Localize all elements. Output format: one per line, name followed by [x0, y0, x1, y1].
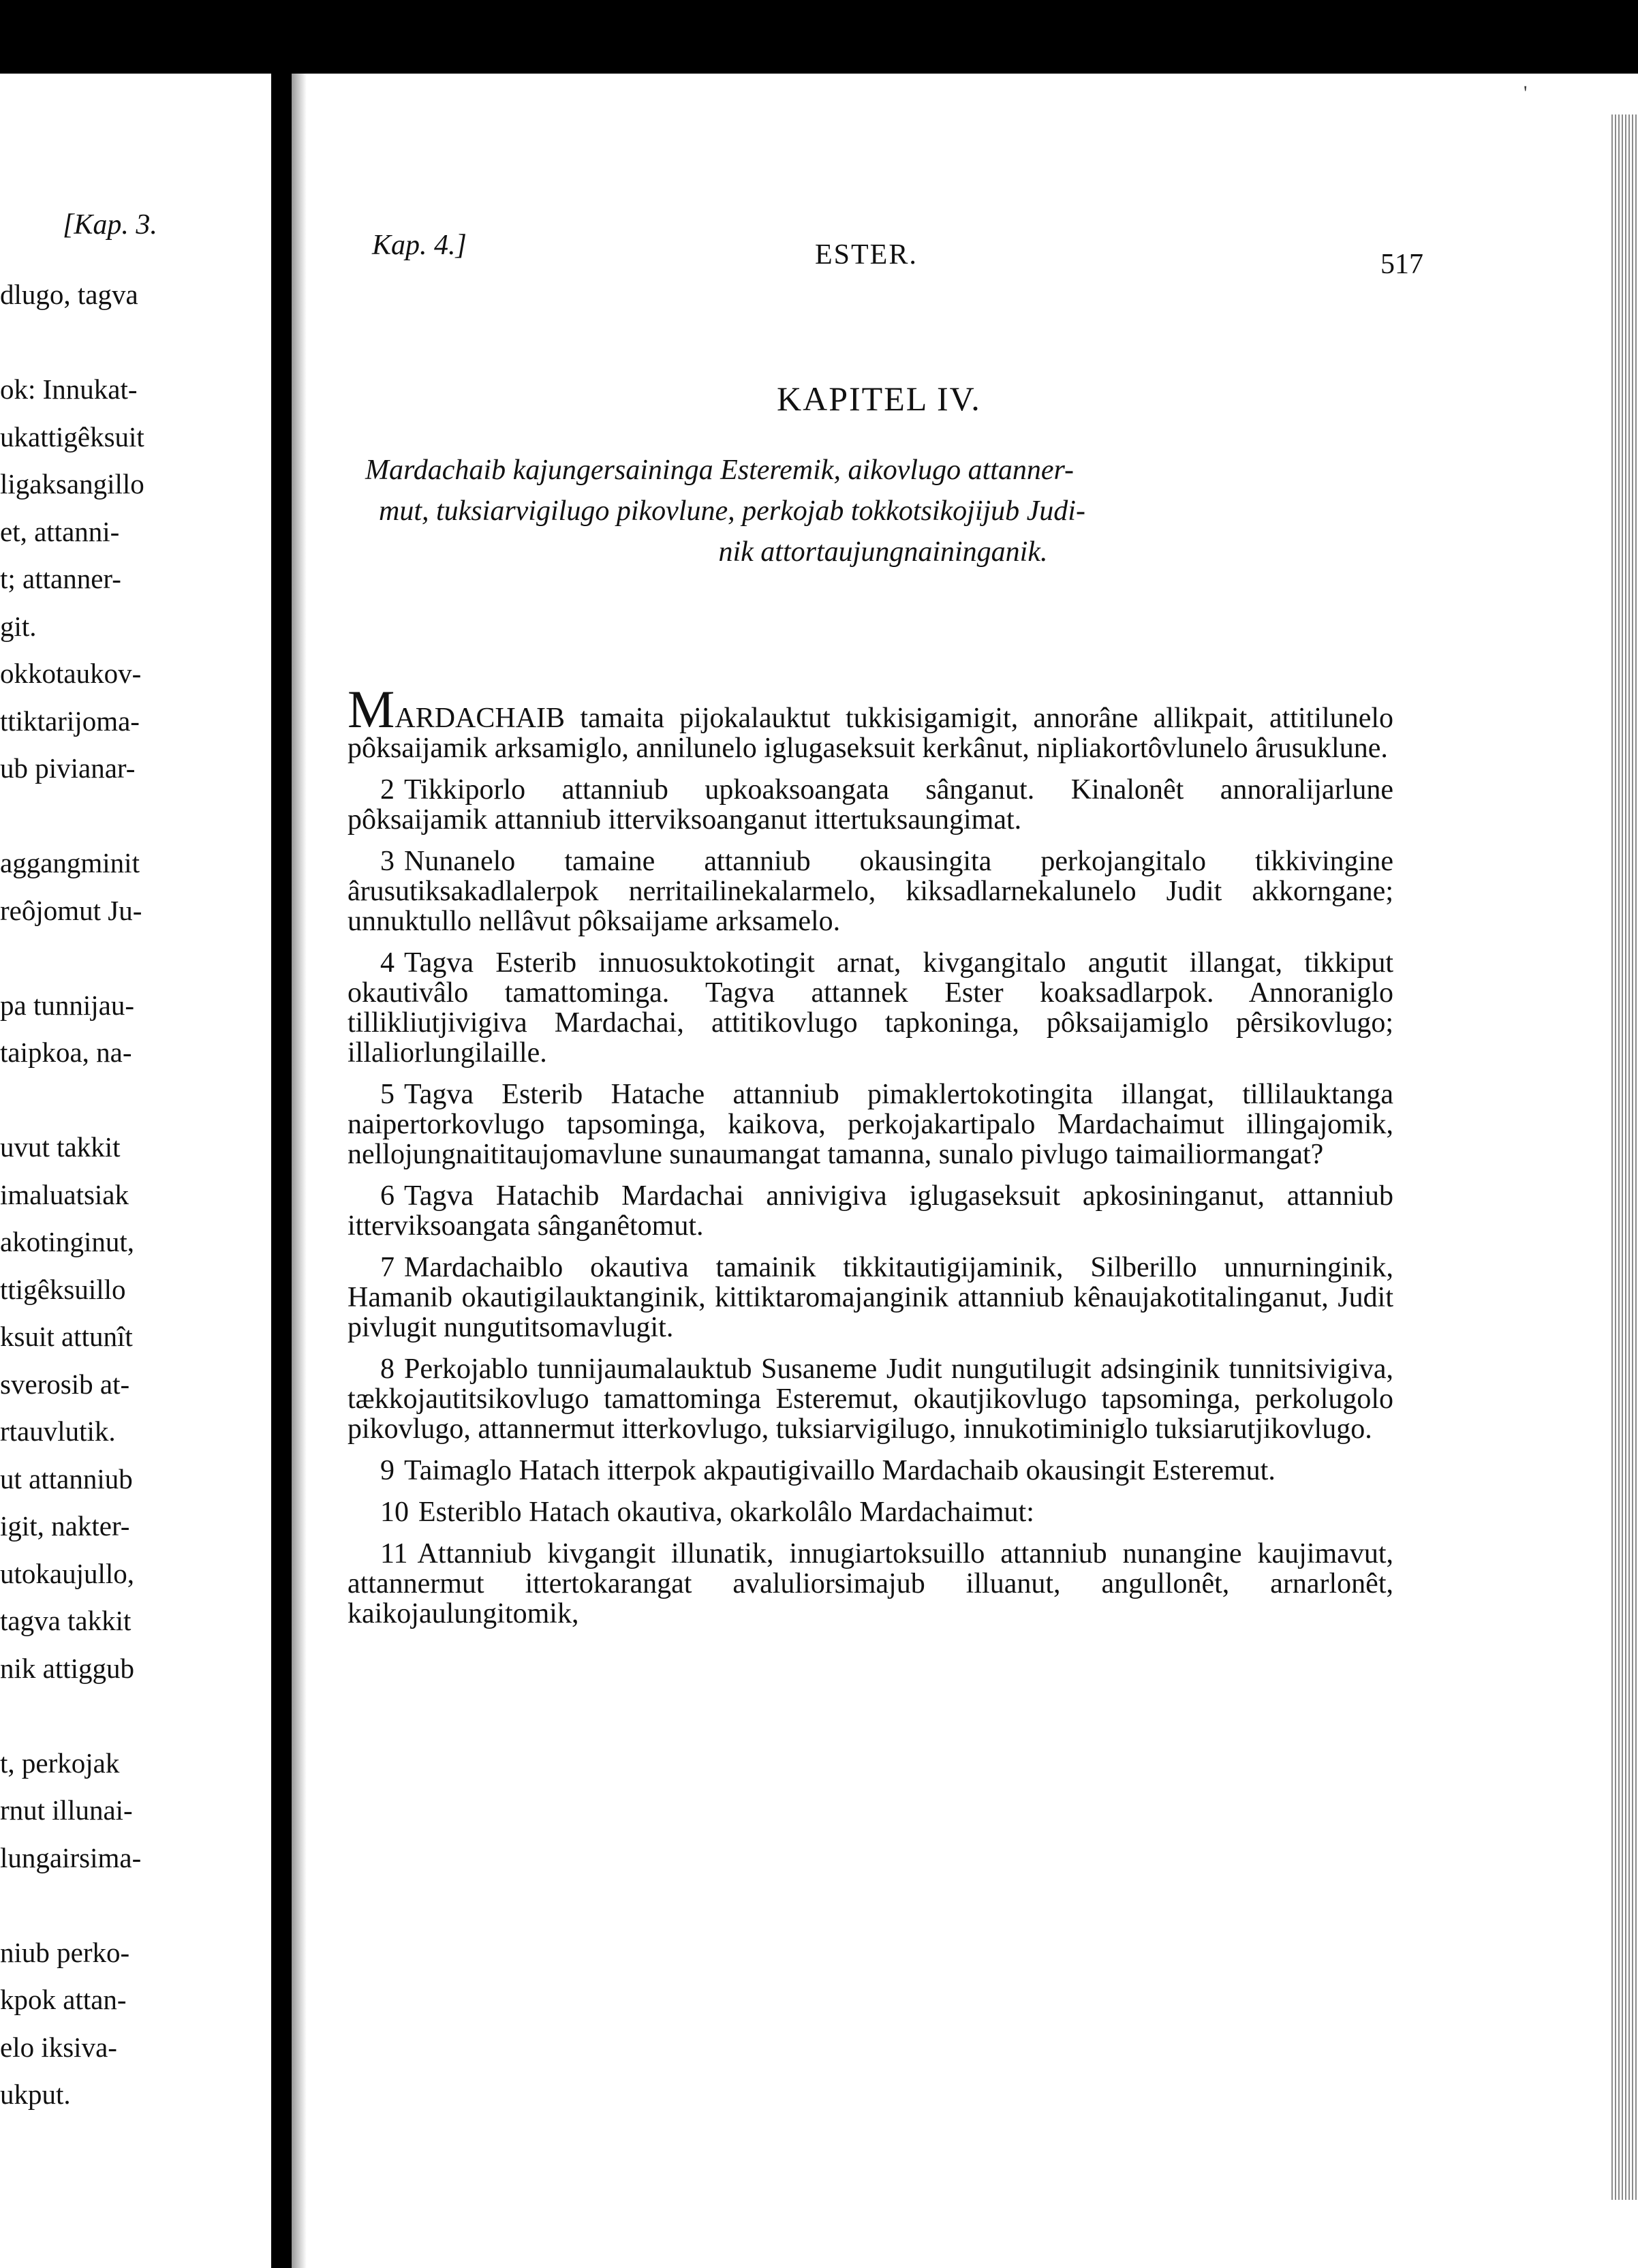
left-page-line: pa tunnijau- [0, 989, 134, 1021]
verse-text: Tikkiporlo attanniub upkoaksoangata sânganut. Kinalonêt annoralijarlune pôksaijamik attanniub itterviksoanganut ittertuksaungimat. [347, 774, 1393, 836]
left-page-line: dlugo, tagva [0, 279, 138, 310]
verse-1-text: tamaita pijokalauktut tukkisigamigit, annorâne allikpait, attitilunelo pôksaijamik arksamiglo, annilunelo iglugaseksuit kerkânut, nipliakortôvlunelo ârusuklune. [347, 703, 1394, 764]
verse-4 [347, 948, 1393, 1068]
verse-number: 3 [380, 846, 395, 877]
left-page-line: ukattigêksuit [0, 420, 144, 453]
verse-text: Esteriblo Hatach okautiva, okarkolâlo Mardachaimut: [418, 1497, 1034, 1528]
verse-number: 9 [380, 1455, 395, 1486]
summary-line-2: mut, tuksiarvigilugo pikovlune, perkojab tokkotsikojijub Judi- [379, 495, 1085, 527]
left-page-line: ut attanniub [0, 1462, 133, 1495]
verse-number: 2 [380, 774, 395, 806]
left-page-line: reôjomut Ju- [0, 894, 142, 926]
verse-9 [347, 1456, 1393, 1486]
verse-text: Tagva Esterib innuosuktokotingit arnat, kivgangitalo angutit illangat, tikkiput okautivâlo tamattominga. Tagva attannek Ester koaksadlarpok. Annoraniglo tillikliutjivigiva Mardachai, attitikovlugo tapkoninga, pôksaijamiglo pêrsikovlugo; illaliorlungilaille. [347, 947, 1393, 1069]
verse-text: Tagva Hatachib Mardachai annivigiva iglugaseksuit apkosininganut, attanniub itterviksoangata sânganêtomut. [347, 1180, 1393, 1242]
left-page-line: ok: Innukat- [0, 373, 138, 405]
verse-text: Nunanelo tamaine attanniub okausingita perkojangitalo tikkivingine ârusutiksakadlalerpok nerritailinekalarmelo, kiksadlarnekalunelo Judit akkorngane; unnuktullo nellâvut pôksaijame arksamelo. [347, 846, 1393, 937]
summary-line-1: Mardachaib kajungersaininga Esteremik, aikovlugo attanner- [365, 455, 1075, 486]
gutter-shadow [292, 74, 307, 2268]
drop-cap: M [347, 679, 395, 739]
left-page-line: akotinginut, [0, 1226, 135, 1257]
verse-text: Tagva Esterib Hatache attanniub pimaklertokotingita illangat, tillilauktanga naipertorkovlugo tapsominga, kaikova, perkojakartipalo Mardachaimut illingajomik, nellojungnaititaujomavlune sunaumangat tamanna, sunalo pivlugo taimailiormangat? [347, 1079, 1393, 1170]
verse-1 [347, 679, 1394, 764]
left-page-line: lungairsima- [0, 1841, 142, 1873]
left-page-line: ligaksangillo [0, 468, 144, 500]
left-page-line: imaluatsiak [0, 1178, 129, 1210]
left-page-line: tagva takkit [0, 1605, 132, 1636]
left-page-line: kpok attan- [0, 1984, 127, 2015]
verse-7 [347, 1253, 1393, 1343]
left-page-line: nik attiggub [0, 1652, 135, 1684]
verse-number: 6 [380, 1180, 395, 1212]
left-page-line: niub perko- [0, 1936, 130, 1968]
left-page-line: ksuit attunît [0, 1321, 133, 1352]
running-header-title: ESTER. [815, 239, 918, 271]
verse-number: 10 [380, 1497, 409, 1528]
left-page-line: taipkoa, na- [0, 1037, 132, 1068]
verse-text: Attanniub kivgangit illunatik, innugiartoksuillo attanniub nunangine kaujimavut, attannermut ittertokarangat avaluliorsimajub illuanut, angullonêt, arnarlonêt, kaikojaulungitomik, [347, 1538, 1393, 1629]
left-page-line: t, perkojak [0, 1747, 120, 1779]
left-page-line: uvut takkit [0, 1131, 121, 1163]
verse-11 [347, 1539, 1393, 1629]
right-page [292, 74, 1638, 2268]
left-page-line: t; attanner- [0, 563, 121, 594]
left-page-line: aggangminit [0, 847, 140, 878]
chapter-summary [365, 450, 1401, 572]
left-page-line: ttiktarijoma- [0, 705, 140, 737]
verse-text: Mardachaiblo okautiva tamainik tikkitautigijaminik, Silberillo unnurninginik, Hamanib okautigilauktanginik, kittiktaromajanginik attanniub kênaujakotitalinganut, Judit pivlugit nungutitsomavlugit. [347, 1252, 1393, 1343]
left-page-line: et, attanni- [0, 515, 120, 547]
verse-number: 4 [380, 947, 395, 979]
left-page-line: okkotaukov- [0, 658, 142, 689]
verse-5 [347, 1079, 1393, 1169]
verse-text: Perkojablo tunnijaumalauktub Susaneme Judit nungutilugit adsinginik tunnitsivigiva, tækkojautitsikovlugo tamattominga Esteremut, okautjikovlugo tapsominga, perkolugolo pikovlugo, attannermut itterkovlugo, tuksiarvigilugo, innukotiminiglo tuksiarutjikovlugo. [347, 1353, 1393, 1445]
page-edges [1609, 114, 1638, 2200]
verse-6 [347, 1181, 1393, 1241]
page-number: 517 [1380, 249, 1423, 280]
left-page [0, 74, 271, 2268]
left-page-line: rnut illunai- [0, 1794, 133, 1826]
left-running-header: [Kap. 3. [63, 209, 157, 241]
verse-number: 8 [380, 1353, 395, 1385]
verse-number: 7 [380, 1252, 395, 1283]
left-page-line: git. [0, 610, 37, 642]
left-page-line: igit, nakter- [0, 1510, 130, 1542]
verse-number: 11 [380, 1538, 408, 1569]
running-header-chapter: Kap. 4.] [372, 230, 467, 261]
verse-2 [347, 775, 1393, 835]
verse-text: Taimaglo Hatach itterpok akpautigivaillo Mardachaib okausingit Esteremut. [404, 1455, 1276, 1486]
verse-8 [347, 1354, 1393, 1444]
left-page-line: rtauvlutik. [0, 1415, 116, 1447]
chapter-body [347, 679, 1394, 1640]
stray-mark: ' [1524, 82, 1528, 104]
left-page-line: utokaujullo, [0, 1557, 135, 1589]
left-page-line: ttigêksuillo [0, 1273, 126, 1305]
summary-line-3: nik attortaujungnaininganik. [718, 536, 1048, 568]
left-page-line: elo iksiva- [0, 2031, 117, 2063]
verse-list [347, 775, 1393, 1629]
left-page-line: ukput. [0, 2079, 71, 2110]
chapter-heading: KAPITEL IV. [777, 380, 981, 418]
left-page-line: sverosib at- [0, 1368, 130, 1400]
verse-number: 5 [380, 1079, 395, 1110]
left-page-line: ub pivianar- [0, 752, 136, 784]
first-word: ARDACHAIB [395, 703, 566, 734]
verse-10 [347, 1497, 1393, 1527]
verse-3 [347, 846, 1393, 936]
